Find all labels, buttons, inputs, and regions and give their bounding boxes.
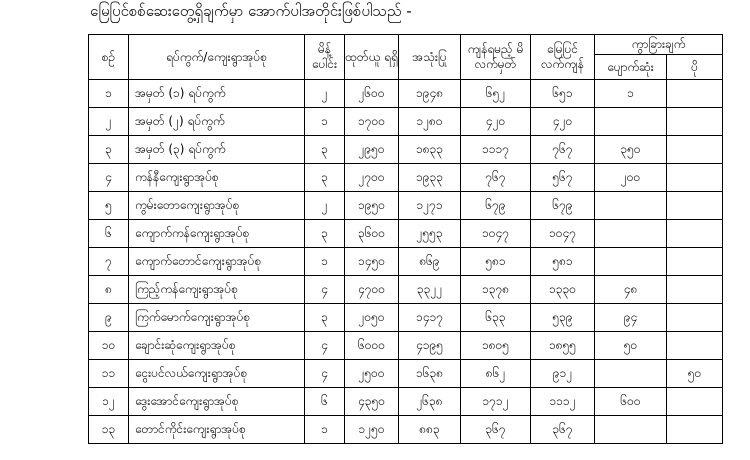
cell-used: ၁၆၃၈ (399, 360, 461, 388)
cell-extra: ၅၀ (667, 360, 723, 388)
cell-lost: ၂၀၀ (595, 164, 667, 192)
cell-received: ၂၉၅၀ (345, 136, 399, 164)
cell-actual-remaining: ၆၅၁ (531, 80, 595, 108)
cell-actual-remaining: ၉၁၂ (531, 360, 595, 388)
cell-received: ၂၅၀၀ (345, 360, 399, 388)
cell-used: ၁၂၇၁ (399, 192, 461, 220)
cell-actual-remaining: ၁၁၁၂ (531, 388, 595, 416)
cell-name: တောင်ကိုင်းကျေးရွာအုပ်စု (129, 416, 305, 444)
cell-no: ၁ (89, 80, 129, 108)
cell-used: ၁၂၈၀ (399, 108, 461, 136)
cell-extra (667, 136, 723, 164)
cell-received: ၃၆၀၀ (345, 220, 399, 248)
cell-actual-remaining: ၆၇၉ (531, 192, 595, 220)
cell-sheets: ၁ (305, 108, 345, 136)
cell-extra (667, 80, 723, 108)
cell-actual-remaining: ၁၈၅၅ (531, 332, 595, 360)
cell-remaining-count: ၁၀၄၇ (461, 220, 531, 248)
cell-no: ၁၀ (89, 332, 129, 360)
cell-sheets: ၂ (305, 80, 345, 108)
cell-lost: ၅၀ (595, 332, 667, 360)
cell-remaining-count: ၃၆၇ (461, 416, 531, 444)
header-no: စဉ် (89, 35, 129, 80)
cell-sheets: ၂ (305, 192, 345, 220)
cell-actual-remaining: ၅၈၁ (531, 248, 595, 276)
cell-no: ၈ (89, 276, 129, 304)
cell-remaining-count: ၇၆၇ (461, 164, 531, 192)
cell-received: ၄၃၅၀ (345, 388, 399, 416)
cell-no: ၉ (89, 304, 129, 332)
table-row (89, 164, 723, 192)
cell-extra (667, 192, 723, 220)
cell-sheets: ၆ (305, 388, 345, 416)
cell-remaining-count: ၈၆၂ (461, 360, 531, 388)
cell-name: ဒွေးအောင်ကျေးရွာအုပ်စု (129, 388, 305, 416)
header-difference: ကွာခြားချက် (595, 35, 723, 55)
cell-name: ကျောက်ကန်ကျေးရွာအုပ်စု (129, 220, 305, 248)
cell-used: ၁၈၃၃ (399, 136, 461, 164)
cell-actual-remaining: ၅၆၇ (531, 164, 595, 192)
cell-name: ငွေးပင်လယ်ကျေးရွာအုပ်စု (129, 360, 305, 388)
cell-name: ချောင်းဆုံကျေးရွာအုပ်စု (129, 332, 305, 360)
cell-received: ၁၇၀၀ (345, 108, 399, 136)
cell-remaining-count: ၁၈၀၅ (461, 332, 531, 360)
cell-actual-remaining: ၁၀၄၇ (531, 220, 595, 248)
cell-received: ၂၀၅၀ (345, 304, 399, 332)
cell-lost: ၁ (595, 80, 667, 108)
cell-lost (595, 108, 667, 136)
cell-extra (667, 304, 723, 332)
cell-name: ကန်နီကျေးရွာအုပ်စု (129, 164, 305, 192)
table-row (89, 360, 723, 388)
cell-extra (667, 248, 723, 276)
cell-extra (667, 332, 723, 360)
cell-used: ၄၁၉၅ (399, 332, 461, 360)
cell-lost (595, 220, 667, 248)
cell-sheets: ၃ (305, 220, 345, 248)
cell-no: ၁၃ (89, 416, 129, 444)
cell-received: ၁၂၅၀ (345, 416, 399, 444)
cell-used: ၂၅၅၃ (399, 220, 461, 248)
cell-remaining-count: ၁၁၁၇ (461, 136, 531, 164)
header-actual-remaining: မြေပြင် လက်ကျန် (531, 35, 595, 80)
table-row (89, 304, 723, 332)
cell-extra (667, 164, 723, 192)
cell-remaining-count: ၆၅၂ (461, 80, 531, 108)
header-extra: ပို (667, 55, 723, 80)
header-sheets: မိန့် ပေါင်း (305, 35, 345, 80)
header-used: အသုံးပြု (399, 35, 461, 80)
cell-no: ၂ (89, 108, 129, 136)
cell-actual-remaining: ၅၃၉ (531, 304, 595, 332)
cell-remaining-count: ၆၇၉ (461, 192, 531, 220)
cell-name: အမှတ် (၃) ရပ်ကွက် (129, 136, 305, 164)
cell-lost: ၆၀၀ (595, 388, 667, 416)
table-row (89, 416, 723, 444)
cell-sheets: ၃ (305, 136, 345, 164)
cell-extra (667, 276, 723, 304)
cell-no: ၆ (89, 220, 129, 248)
cell-name: ကွမ်းတောကျေးရွာအုပ်စု (129, 192, 305, 220)
cell-received: ၁၉၅၀ (345, 192, 399, 220)
cell-remaining-count: ၆၃၃ (461, 304, 531, 332)
cell-received: ၁၄၅၀ (345, 248, 399, 276)
cell-name: အမှတ် (၂) ရပ်ကွက် (129, 108, 305, 136)
table-row (89, 276, 723, 304)
cell-no: ၇ (89, 248, 129, 276)
table-row (89, 220, 723, 248)
cell-name: ကြည့်ကန်ကျေးရွာအုပ်စု (129, 276, 305, 304)
cell-remaining-count: ၄၂၀ (461, 108, 531, 136)
cell-lost: ၉၄ (595, 304, 667, 332)
table-header (89, 35, 723, 80)
table-row (89, 80, 723, 108)
cell-no: ၃ (89, 136, 129, 164)
cell-no: ၁၁ (89, 360, 129, 388)
cell-remaining-count: ၁၇၁၂ (461, 388, 531, 416)
cell-used: ၂၆၃၈ (399, 388, 461, 416)
inventory-table (88, 34, 723, 444)
cell-sheets: ၄ (305, 360, 345, 388)
cell-remaining-count: ၅၈၁ (461, 248, 531, 276)
table-row (89, 248, 723, 276)
cell-no: ၄ (89, 164, 129, 192)
cell-extra (667, 108, 723, 136)
cell-lost: ၃၅၀ (595, 136, 667, 164)
header-lost: ပျောက်ဆုံး (595, 55, 667, 80)
cell-sheets: ၁ (305, 416, 345, 444)
header-remaining-count: ကျန်ရမည့် မိလက်မှတ် (461, 35, 531, 80)
cell-actual-remaining: ၃၆၇ (531, 416, 595, 444)
cell-received: ၂၆၀၀ (345, 80, 399, 108)
cell-sheets: ၃ (305, 304, 345, 332)
cell-used: ၁၄၁၇ (399, 304, 461, 332)
cell-lost (595, 416, 667, 444)
cell-actual-remaining: ၇၆၇ (531, 136, 595, 164)
cell-no: ၁၂ (89, 388, 129, 416)
cell-sheets: ၃ (305, 164, 345, 192)
cell-name: ကြက်မောက်ကျေးရွာအုပ်စု (129, 304, 305, 332)
cell-lost (595, 248, 667, 276)
cell-sheets: ၁ (305, 248, 345, 276)
cell-used: ၈၆၉ (399, 248, 461, 276)
cell-no: ၅ (89, 192, 129, 220)
table-row (89, 136, 723, 164)
cell-extra (667, 416, 723, 444)
header-name: ရပ်ကွက်/ကျေးရွာအုပ်စု (129, 35, 305, 80)
header-received: ထုတ်ယူ ရရှိ (345, 35, 399, 80)
cell-name: အမှတ် (၁) ရပ်ကွက် (129, 80, 305, 108)
cell-received: ၂၇၀၀ (345, 164, 399, 192)
table-row (89, 388, 723, 416)
cell-name: ကျောက်တောင်ကျေးရွာအုပ်စု (129, 248, 305, 276)
table-row (89, 192, 723, 220)
cell-actual-remaining: ၁၃၃၀ (531, 276, 595, 304)
cell-used: ၈၈၃ (399, 416, 461, 444)
cell-extra (667, 388, 723, 416)
cell-used: ၃၃၂၂ (399, 276, 461, 304)
cell-lost (595, 192, 667, 220)
cell-used: ၁၉၃၃ (399, 164, 461, 192)
document-heading: မြေပြင်စစ်ဆေးတွေ့ရှိချက်မှာ အောက်ပါအတိုင်းဖြစ်ပါသည် - (90, 2, 412, 20)
table-row (89, 332, 723, 360)
cell-sheets: ၄ (305, 332, 345, 360)
cell-lost: ၄၈ (595, 276, 667, 304)
table-body (89, 80, 723, 444)
cell-used: ၁၉၄၈ (399, 80, 461, 108)
table-row (89, 108, 723, 136)
cell-lost (595, 360, 667, 388)
cell-sheets: ၄ (305, 276, 345, 304)
cell-received: ၄၇၀၀ (345, 276, 399, 304)
cell-received: ၆၀၀၀ (345, 332, 399, 360)
cell-actual-remaining: ၄၂၀ (531, 108, 595, 136)
cell-remaining-count: ၁၃၇၈ (461, 276, 531, 304)
cell-extra (667, 220, 723, 248)
